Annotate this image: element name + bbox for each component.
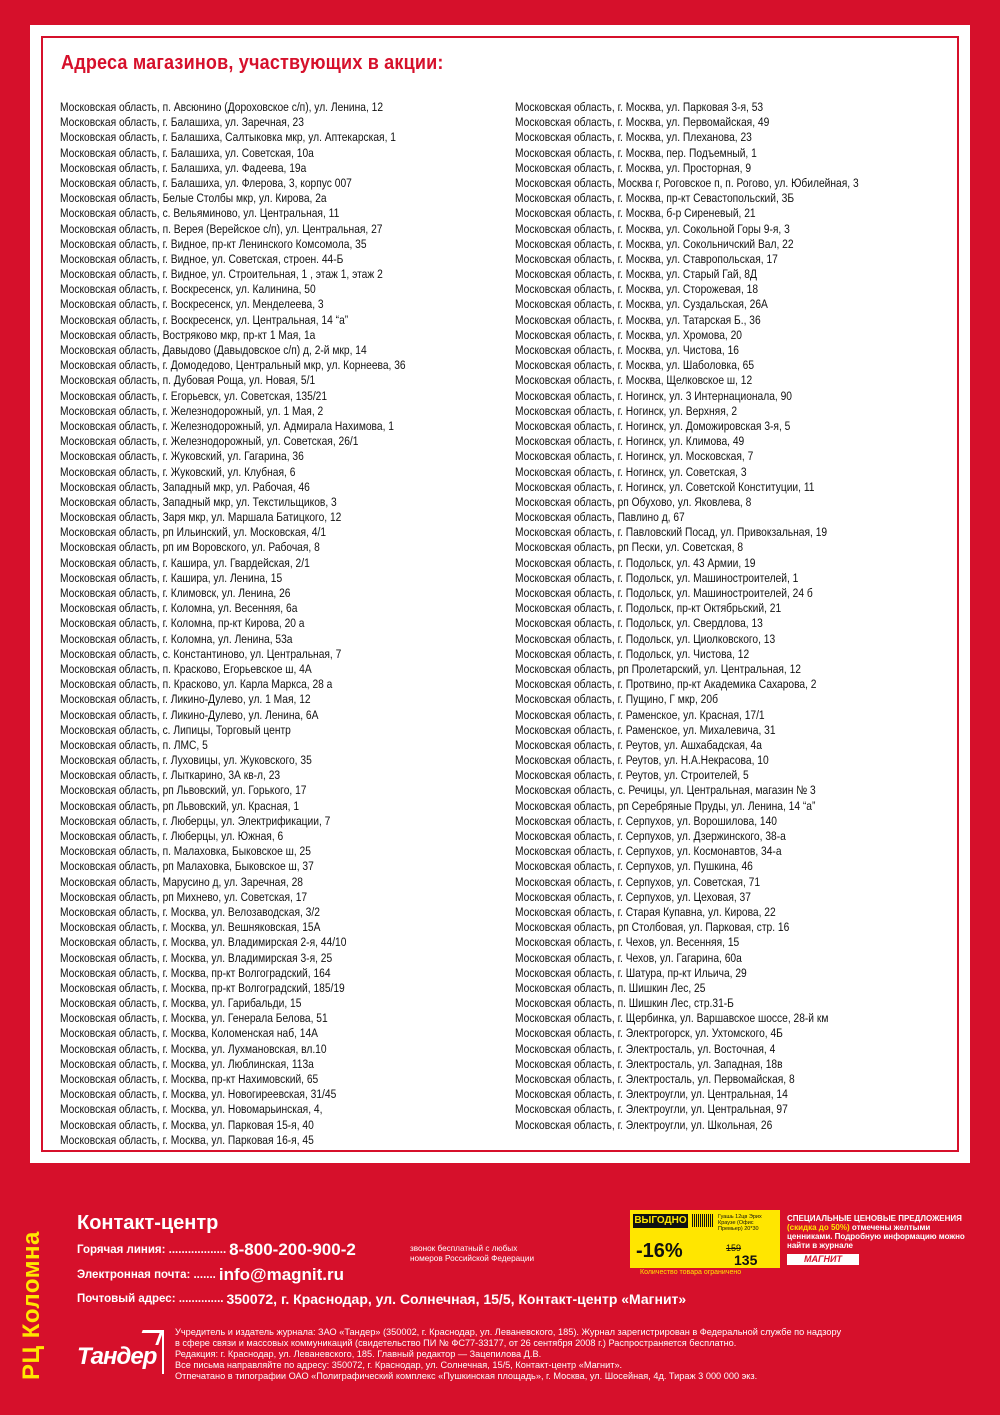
address-item: Московская область, г. Москва, ул. Владимирская 3-я, 25 xyxy=(60,950,333,965)
address-item: Московская область, г. Москва, ул. Новогиреевская, 31/45 xyxy=(60,1087,337,1102)
address-item: Московская область, г. Москва, ул. Вешняковская, 15А xyxy=(60,920,321,935)
address-item: Московская область, г. Жуковский, ул. Клубная, 6 xyxy=(60,464,296,479)
address-item: Московская область, г. Щербинка, ул. Варшавское шоссе, 28-й км xyxy=(515,1011,829,1026)
address-item: Московская область, г. Балашиха, ул. Советская, 10а xyxy=(60,145,314,160)
address-item: Московская область, г. Кашира, ул. Гвардейская, 2/1 xyxy=(60,555,310,570)
address-item: Московская область, г. Жуковский, ул. Гагарина, 36 xyxy=(60,449,304,464)
address-item: Московская область, г. Балашиха, ул. Флерова, 3, корпус 007 xyxy=(60,175,352,190)
address-item: Московская область, г. Москва, пр-кт Нахимовский, 65 xyxy=(60,1072,319,1086)
address-item: Московская область, г. Балашиха, ул. Фадеева, 19а xyxy=(60,160,307,175)
address-item: Московская область, г. Пущино, Г мкр, 20б xyxy=(515,692,718,707)
address-item: Московская область, г. Москва, ул. Шаболовка, 65 xyxy=(515,358,755,373)
address-item: Московская область, г. Воскресенск, ул. Калинина, 50 xyxy=(60,282,316,297)
address-item: Московская область, с. Речицы, ул. Центральная, магазин № 3 xyxy=(515,783,816,798)
address-item: Московская область, п. Малаховка, Быковское ш, 25 xyxy=(60,844,311,859)
email-row xyxy=(77,1265,344,1285)
region-label: РЦ Коломна xyxy=(18,1231,45,1380)
address-item: Московская область, Москва г, Роговское п, п. Рогово, ул. Юбилейная, 3 xyxy=(515,175,859,190)
hotline-note: звонок бесплатный с любых номеров Российской Федерации xyxy=(410,1244,535,1263)
address-item: Московская область, Белые Столбы мкр, ул. Кирова, 2а xyxy=(60,191,327,206)
address-item: Московская область, г. Ногинск, ул. Советская, 3 xyxy=(515,464,747,479)
address-item: Московская область, г. Москва, ул. Сокольничский Вал, 22 xyxy=(515,236,794,251)
postal-label: Почтовый адрес: .............. xyxy=(77,1292,224,1305)
address-item: Московская область, г. Москва, Щелковское ш, 12 xyxy=(515,373,753,388)
address-item: Московская область, г. Серпухов, ул. Пушкина, 46 xyxy=(515,859,753,874)
address-item: Московская область, г. Москва, ул. Хромова, 20 xyxy=(515,327,742,342)
address-item: Московская область, п. ЛМС, 5 xyxy=(60,737,208,752)
address-item: Московская область, г. Москва, пр-кт Волгоградский, 185/19 xyxy=(60,980,345,995)
address-item: Московская область, г. Воскресенск, ул. Центральная, 14 “а” xyxy=(60,312,349,327)
address-item: Московская область, г. Москва, ул. Плеханова, 23 xyxy=(515,130,752,145)
address-item: Московская область, г. Реутов, ул. Ашхабадская, 4а xyxy=(515,737,762,752)
address-item: Московская область, г. Коломна, пр-кт Кирова, 20 а xyxy=(60,616,305,631)
address-item: Московская область, рп Столбовая, ул. Парковая, стр. 16 xyxy=(515,920,790,935)
address-item: Московская область, г. Серпухов, ул. Советская, 71 xyxy=(515,874,761,889)
address-item: Московская область, г. Москва, ул. Первомайская, 49 xyxy=(515,115,770,130)
postal-address: 350072, г. Краснодар, ул. Солнечная, 15/5, Контакт-центр «Магнит» xyxy=(226,1290,687,1307)
address-item: Московская область, г. Железнодорожный, ул. 1 Мая, 2 xyxy=(60,403,324,418)
address-item: Московская область, г. Раменское, ул. Красная, 17/1 xyxy=(515,707,765,722)
address-item: Московская область, г. Подольск, ул. Чистова, 12 xyxy=(515,646,750,661)
address-item: Московская область, г. Луховицы, ул. Жуковского, 35 xyxy=(60,753,312,768)
address-item: Московская область, г. Видное, ул. Советская, строен. 44-Б xyxy=(60,251,344,266)
footer-divider xyxy=(162,1330,164,1374)
email-link[interactable]: info@magnit.ru xyxy=(218,1265,345,1284)
address-item: Московская область, п. Красково, Егорьевское ш, 4А xyxy=(60,661,312,676)
address-item: Московская область, г. Домодедово, Центральный мкр, ул. Корнеева, 36 xyxy=(60,358,406,373)
address-item: Московская область, г. Подольск, ул. Циолковского, 13 xyxy=(515,631,776,646)
address-item: Московская область, г. Лыткарино, 3А кв-л, 23 xyxy=(60,768,281,783)
address-item: Московская область, рп Ильинский, ул. Московская, 4/1 xyxy=(60,525,327,540)
address-item: Московская область, рп Львовский, ул. Красная, 1 xyxy=(60,798,300,813)
address-item: Московская область, г. Балашиха, Салтыковка мкр, ул. Аптекарская, 1 xyxy=(60,130,396,145)
address-item: Московская область, Западный мкр, ул. Текстильщиков, 3 xyxy=(60,494,337,509)
address-item: Московская область, Павлино д, 67 xyxy=(515,510,685,525)
address-item: Московская область, г. Егорьевск, ул. Советская, 135/21 xyxy=(60,388,328,403)
page-title: Адреса магазинов, участвующих в акции: xyxy=(61,51,444,74)
special-offers-heading: СПЕЦИАЛЬНЫЕ ЦЕНОВЫЕ ПРЕДЛОЖЕНИЯ xyxy=(787,1214,962,1223)
address-item: Московская область, г. Москва, ул. Парковая 15-я, 40 xyxy=(60,1117,314,1132)
address-item: Московская область, г. Люберцы, ул. Электрификации, 7 xyxy=(60,813,331,828)
address-item: Московская область, г. Москва, ул. Люблинская, 113а xyxy=(60,1056,314,1071)
address-item: Московская область, г. Москва, пр-кт Волгоградский, 164 xyxy=(60,965,331,980)
address-item: Московская область, г. Видное, ул. Строительная, 1 , этаж 1, этаж 2 xyxy=(60,267,383,282)
promo-price-tag xyxy=(630,1210,780,1276)
promo-product-name: Гуашь 12цв Эрих Краузе (Офис Премьер) 20*30 xyxy=(718,1214,762,1232)
address-item: Московская область, г. Москва, ул. Просторная, 9 xyxy=(515,160,752,175)
address-item: Московская область, г. Москва, ул. Новомарьинская, 4, xyxy=(60,1102,323,1117)
address-item: Московская область, п. Шишкин Лес, 25 xyxy=(515,980,706,995)
address-item: Московская область, г. Люберцы, ул. Южная, 6 xyxy=(60,829,284,843)
address-list-left xyxy=(60,100,471,1148)
address-item: Московская область, г. Подольск, ул. Машиностроителей, 24 б xyxy=(515,586,813,600)
address-item: Московская область, г. Москва, ул. Владимирская 2-я, 44/10 xyxy=(60,935,347,950)
imprint-line: Учредитель и издатель журнала: ЗАО «Тандер» (350002, г. Краснодар, ул. Леваневского, 185). Журнал зарегистрирован в Федеральной службе по надзору xyxy=(175,1327,842,1337)
imprint-line: Редакция: г. Краснодар, ул. Леваневского, 185. Главный редактор — Зацепилова Д.В. xyxy=(175,1349,542,1359)
address-item: Московская область, г. Реутов, ул. Строителей, 5 xyxy=(515,768,749,783)
address-item: Московская область, г. Железнодорожный, ул. Советская, 26/1 xyxy=(60,434,359,449)
address-item: Московская область, Востряково мкр, пр-кт 1 Мая, 1а xyxy=(60,327,316,342)
imprint-line: в сфере связи и массовых коммуникаций (свидетельство ПИ № ФС77-33177, от 26 сентября 2008 г.) Распространяется бесплатно. xyxy=(175,1338,737,1348)
address-item: Московская область, г. Подольск, ул. 43 Армии, 19 xyxy=(515,555,756,570)
barcode-icon xyxy=(692,1214,714,1227)
address-item: Московская область, г. Ногинск, ул. Советской Конституции, 11 xyxy=(515,479,815,494)
promo-quantity-note: Количество товара ограничено xyxy=(640,1269,742,1276)
address-item: Московская область, г. Москва, ул. Старый Гай, 8Д xyxy=(515,267,757,282)
address-item: Московская область, г. Москва, ул. Сторожевая, 18 xyxy=(515,282,759,297)
address-item: Московская область, п. Верея (Верейское с/п), ул. Центральная, 27 xyxy=(60,221,383,236)
address-item: Московская область, г. Москва, ул. Чистова, 16 xyxy=(515,343,739,357)
address-item: Московская область, рп Львовский, ул. Горького, 17 xyxy=(60,783,307,798)
address-item: Московская область, г. Москва, пер. Подъемный, 1 xyxy=(515,145,757,160)
promo-badge: ВЫГОДНО xyxy=(634,1215,687,1226)
address-item: Московская область, г. Ногинск, ул. Климова, 49 xyxy=(515,434,745,449)
special-offers-body: отмечены желтыми ценниками. Подробную информацию можно найти в журнале xyxy=(787,1223,965,1250)
address-item: Московская область, г. Железнодорожный, ул. Адмирала Нахимова, 1 xyxy=(60,418,394,433)
promo-new-price: 135 xyxy=(734,1252,758,1268)
address-item: Московская область, г. Ногинск, ул. Верхняя, 2 xyxy=(515,403,738,418)
address-item: Московская область, рп им Воровского, ул. Рабочая, 8 xyxy=(60,540,320,555)
promo-discount: -16% xyxy=(636,1240,683,1262)
postal-row xyxy=(77,1290,686,1308)
address-item: Московская область, г. Павловский Посад, ул. Привокзальная, 19 xyxy=(515,525,828,540)
address-item: Московская область, рп Серебряные Пруды, ул. Ленина, 14 “а” xyxy=(515,798,816,813)
address-item: Московская область, г. Москва, б-р Сиреневый, 21 xyxy=(515,206,756,221)
address-item: Московская область, г. Коломна, ул. Весенняя, 6а xyxy=(60,601,298,616)
address-item: Московская область, г. Ликино-Дулево, ул. 1 Мая, 12 xyxy=(60,692,311,707)
address-item: Московская область, г. Раменское, ул. Михалевича, 31 xyxy=(515,722,776,737)
address-item: Московская область, г. Подольск, пр-кт Октябрьский, 21 xyxy=(515,601,782,616)
address-item: Московская область, с. Липицы, Торговый центр xyxy=(60,722,291,737)
address-item: Московская область, г. Шатура, пр-кт Ильича, 29 xyxy=(515,965,747,980)
addresses-frame xyxy=(41,36,959,1152)
address-item: Московская область, Западный мкр, ул. Рабочая, 46 xyxy=(60,479,310,494)
address-item: Московская область, г. Балашиха, ул. Заречная, 23 xyxy=(60,115,304,130)
address-item: Московская область, г. Москва, пр-кт Севастопольский, 3Б xyxy=(515,191,795,206)
address-item: Московская область, г. Электроугли, ул. Центральная, 14 xyxy=(515,1087,788,1102)
address-item: Московская область, г. Москва, ул. Велозаводская, 3/2 xyxy=(60,904,320,919)
address-item: Московская область, г. Москва, ул. Сокольной Горы 9-я, 3 xyxy=(515,221,790,236)
addresses-panel xyxy=(25,20,975,1168)
address-item: Московская область, рп Пролетарский, ул. Центральная, 12 xyxy=(515,661,802,676)
address-item: Московская область, г. Чехов, ул. Весенняя, 15 xyxy=(515,935,740,950)
address-item: Московская область, г. Серпухов, ул. Дзержинского, 38-а xyxy=(515,829,786,843)
address-item: Московская область, г. Электросталь, ул. Западная, 18в xyxy=(515,1056,783,1071)
address-item: Московская область, г. Москва, ул. Суздальская, 26А xyxy=(515,297,768,312)
address-item: Московская область, г. Электрогорск, ул. Ухтомского, 4Б xyxy=(515,1026,783,1041)
magnit-logo: МАГНИТ xyxy=(787,1254,859,1265)
promo-old-price: 159 xyxy=(726,1243,742,1253)
address-item: Московская область, г. Москва, ул. Парковая 3-я, 53 xyxy=(515,100,764,114)
address-item: Московская область, Давыдово (Давыдовское с/п) д, 2-й мкр, 14 xyxy=(60,343,367,357)
address-item: Московская область, г. Москва, ул. Ставропольская, 17 xyxy=(515,251,778,266)
address-item: Московская область, г. Серпухов, ул. Ворошилова, 140 xyxy=(515,813,777,828)
address-item: Московская область, г. Климовск, ул. Ленина, 26 xyxy=(60,586,291,600)
address-item: Московская область, п. Авсюнино (Дороховское с/п), ул. Ленина, 12 xyxy=(60,100,384,114)
address-item: Московская область, рп Михнево, ул. Советская, 17 xyxy=(60,889,308,904)
address-item: Московская область, рп Малаховка, Быковское ш, 37 xyxy=(60,859,314,874)
address-item: Московская область, г. Подольск, ул. Машиностроителей, 1 xyxy=(515,570,799,585)
address-item: Московская область, г. Старая Купавна, ул. Кирова, 22 xyxy=(515,904,776,919)
special-offers-discount: (скидка до 50%) xyxy=(787,1223,850,1232)
hotline-label: Горячая линия: .................. xyxy=(77,1244,227,1256)
address-item: Московская область, г. Ногинск, ул. Доможировская 3-я, 5 xyxy=(515,418,791,433)
address-item: Московская область, г. Электроугли, ул. Школьная, 26 xyxy=(515,1117,773,1132)
address-item: Московская область, г. Москва, ул. Гарибальди, 15 xyxy=(60,996,302,1011)
address-item: Московская область, с. Вельяминово, ул. Центральная, 11 xyxy=(60,206,340,221)
address-item: Московская область, г. Ногинск, ул. 3 Интернационала, 90 xyxy=(515,388,793,403)
address-item: Московская область, г. Москва, ул. Генерала Белова, 51 xyxy=(60,1011,328,1026)
special-offers-text xyxy=(787,1214,967,1250)
imprint-line: Отпечатано в типографии ОАО «Полиграфический комплекс «Пушкинская площадь», г. Москва, ул. Шосейная, 4д. Тираж 3 000 000 экз. xyxy=(175,1371,758,1381)
address-item: Московская область, г. Серпухов, ул. Космонавтов, 34-а xyxy=(515,844,782,859)
address-item: Московская область, г. Электроугли, ул. Центральная, 97 xyxy=(515,1102,788,1117)
address-item: Московская область, рп Обухово, ул. Яковлева, 8 xyxy=(515,494,752,509)
address-item: Московская область, г. Коломна, ул. Ленина, 53а xyxy=(60,631,293,646)
address-item: Московская область, г. Реутов, ул. Н.А.Некрасова, 10 xyxy=(515,753,769,768)
imprint-line: Все письма направляйте по адресу: 350072, г. Краснодар, ул. Солнечная, 15/5, Контакт-центр «Магнит». xyxy=(175,1360,623,1370)
address-item: Московская область, г. Воскресенск, ул. Менделеева, 3 xyxy=(60,297,324,312)
hotline-row xyxy=(77,1240,356,1260)
address-item: Московская область, г. Электросталь, ул. Восточная, 4 xyxy=(515,1041,776,1056)
address-item: Московская область, п. Красково, ул. Карла Маркса, 28 а xyxy=(60,677,333,692)
address-item: Московская область, г. Кашира, ул. Ленина, 15 xyxy=(60,570,283,585)
address-item: Московская область, г. Москва, ул. Парковая 16-я, 45 xyxy=(60,1132,314,1147)
hotline-number[interactable]: 8-800-200-900-2 xyxy=(229,1240,356,1259)
address-item: Московская область, г. Серпухов, ул. Цеховая, 37 xyxy=(515,889,751,904)
address-item: Московская область, г. Москва, ул. Лухмановская, вл.10 xyxy=(60,1041,327,1056)
address-item: Московская область, г. Электросталь, ул. Первомайская, 8 xyxy=(515,1072,795,1086)
address-item: Московская область, г. Чехов, ул. Гагарина, 60а xyxy=(515,950,742,965)
address-item: Московская область, г. Москва, Коломенская наб, 14А xyxy=(60,1026,318,1041)
address-item: Московская область, с. Константиново, ул. Центральная, 7 xyxy=(60,646,342,661)
address-item: Московская область, г. Подольск, ул. Свердлова, 13 xyxy=(515,616,763,631)
imprint-text xyxy=(175,1327,965,1382)
address-item: Московская область, г. Ликино-Дулево, ул. Ленина, 6А xyxy=(60,707,319,722)
address-item: Московская область, г. Москва, ул. Татарская Б., 36 xyxy=(515,312,761,327)
address-item: Московская область, п. Дубовая Роща, ул. Новая, 5/1 xyxy=(60,373,316,388)
contact-center-title: Контакт-центр xyxy=(77,1212,219,1234)
address-item: Московская область, Марусино д, ул. Заречная, 28 xyxy=(60,874,303,889)
address-list-right xyxy=(515,100,924,1133)
address-item: Московская область, г. Протвино, пр-кт Академика Сахарова, 2 xyxy=(515,677,817,692)
tander-logo: Тандер xyxy=(77,1343,157,1370)
email-label: Электронная почта: ....... xyxy=(77,1269,216,1281)
address-item: Московская область, Заря мкр, ул. Маршала Батицкого, 12 xyxy=(60,510,342,525)
address-item: Московская область, г. Видное, пр-кт Ленинского Комсомола, 35 xyxy=(60,236,367,251)
address-item: Московская область, рп Пески, ул. Советская, 8 xyxy=(515,540,744,555)
address-item: Московская область, п. Шишкин Лес, стр.31-Б xyxy=(515,996,734,1011)
address-item: Московская область, г. Ногинск, ул. Московская, 7 xyxy=(515,449,754,464)
